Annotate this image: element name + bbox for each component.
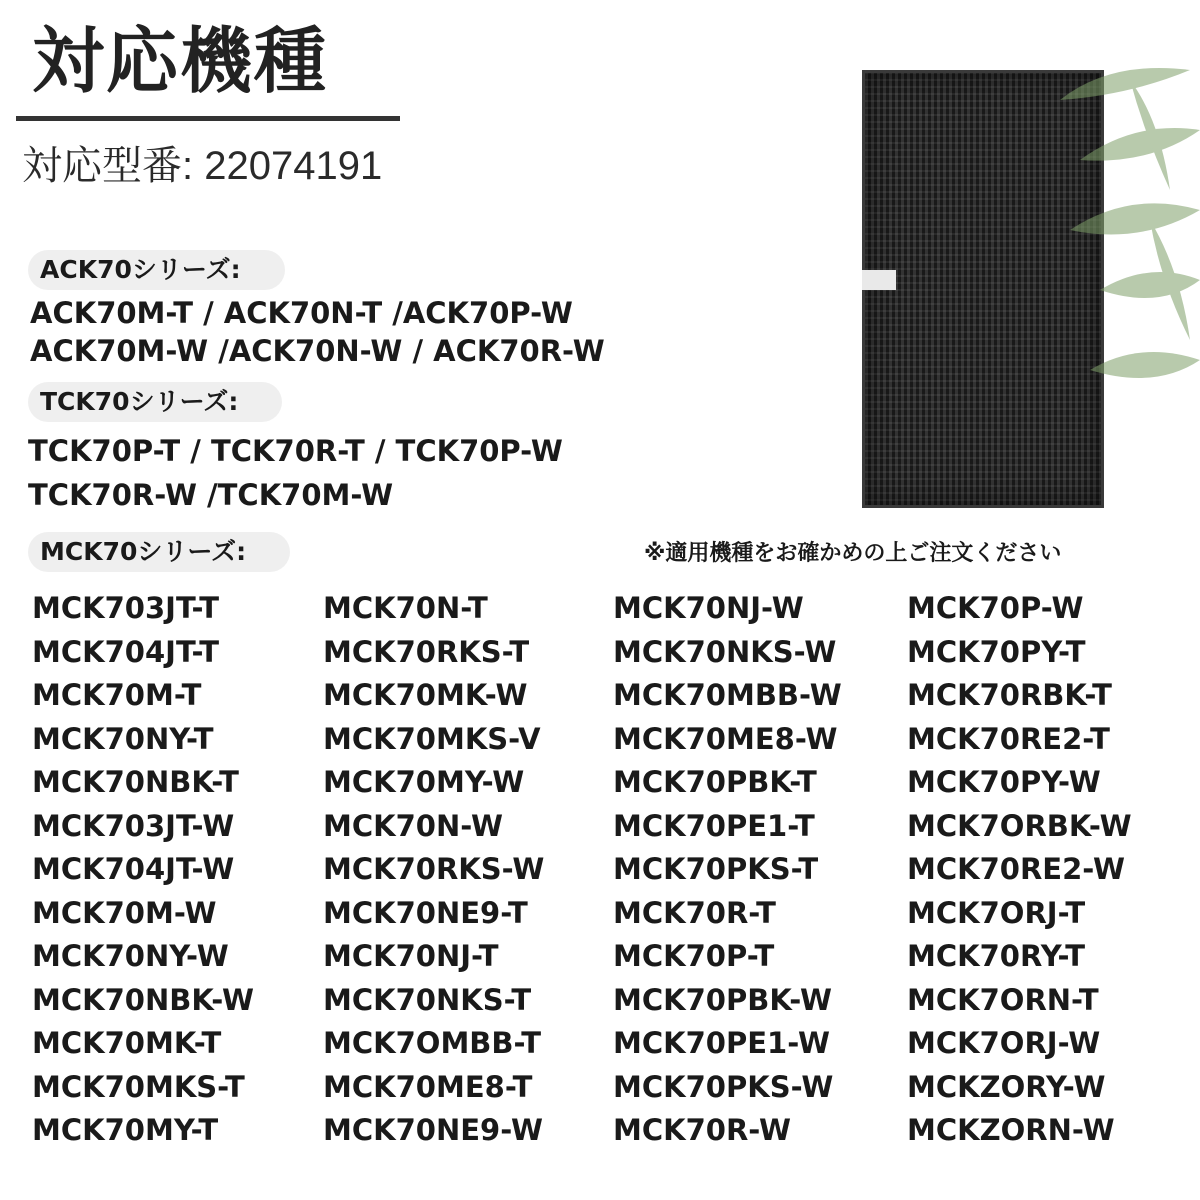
mck-model-item: MCK70NJ-T	[323, 939, 499, 973]
mck-model-item: MCK70M-T	[32, 678, 202, 712]
mck-model-item: MCK70R-W	[613, 1113, 792, 1147]
mck-model-item: MCK70NBK-W	[32, 982, 255, 1017]
mck-model-grid	[32, 588, 1192, 1154]
mck-model-item: MCK70MBB-W	[613, 678, 842, 712]
mck-model-item: MCK70ME8-W	[613, 721, 838, 756]
mck-model-item: MCK70NY-T	[32, 721, 214, 756]
mck-model-item: MCK70M-W	[32, 895, 217, 930]
mck-model-item: MCK70PE1-T	[613, 808, 815, 843]
mck-model-item: MCK70PY-W	[907, 765, 1101, 799]
mck-model-item: MCK70R-T	[613, 895, 776, 930]
model-number: 対応型番: 22074191	[22, 144, 383, 188]
mck-model-item: MCK7OMBB-T	[323, 1026, 542, 1060]
page-title: 対応機種	[32, 19, 329, 103]
mck-model-item: MCK70NY-W	[32, 939, 229, 973]
mck-model-item: MCK70PKS-W	[613, 1069, 834, 1104]
mck-model-item: MCK70ME8-T	[323, 1069, 533, 1104]
tck-models-line-1: TCK70P-T / TCK70R-T / TCK70P-W	[28, 434, 563, 468]
mck-model-item: MCK70NE9-T	[323, 895, 528, 930]
mck-model-item: MCK70RE2-T	[907, 721, 1110, 756]
mck-model-item: MCK70MK-W	[323, 678, 528, 712]
mck-model-item: MCK70MKS-V	[323, 721, 541, 756]
mck-model-item: MCK70RKS-T	[323, 634, 530, 669]
mck-model-item: MCK70NKS-T	[323, 982, 532, 1017]
compatibility-note: ※適用機種をお確かめの上ご注文ください	[644, 541, 1062, 566]
mck-model-item: MCK70PE1-W	[613, 1026, 830, 1060]
mck-model-item: MCK70P-T	[613, 939, 775, 973]
mck-model-item: MCK70P-W	[907, 591, 1084, 625]
mck-model-item: MCK70RBK-T	[907, 678, 1112, 712]
mck-model-item: MCKZORY-W	[907, 1069, 1106, 1104]
mck-model-item: MCKZORN-W	[907, 1113, 1115, 1147]
mck-model-item: MCK70NBK-T	[32, 765, 239, 799]
mck-model-item: MCK70MY-W	[323, 765, 525, 799]
mck-model-item: MCK703JT-W	[32, 808, 235, 843]
ack-models-line-2: ACK70M-W /ACK70N-W / ACK70R-W	[30, 334, 605, 368]
filter-tab	[862, 270, 896, 290]
mck-model-item: MCK704JT-W	[32, 852, 235, 886]
mck-model-item: MCK70RE2-W	[907, 852, 1126, 886]
mck-model-item: MCK70MKS-T	[32, 1069, 245, 1104]
tck-models-line-2: TCK70R-W /TCK70M-W	[28, 478, 394, 512]
ack-models-line-1: ACK70M-T / ACK70N-T /ACK70P-W	[30, 296, 573, 330]
mck-model-item: MCK70PBK-T	[613, 765, 817, 799]
mck-series-label: MCK70シリーズ:	[28, 532, 290, 572]
mck-model-item: MCK70RKS-W	[323, 852, 545, 886]
mck-model-item: MCK70N-T	[323, 591, 488, 625]
mck-model-item: MCK70MK-T	[32, 1026, 222, 1060]
mck-model-item: MCK70NKS-W	[613, 634, 837, 669]
mck-model-item: MCK70PY-T	[907, 634, 1086, 669]
mck-model-item: MCK70NE9-W	[323, 1113, 543, 1147]
mck-model-item: MCK70N-W	[323, 808, 503, 843]
mck-model-item: MCK70PKS-T	[613, 852, 819, 886]
mck-model-item: MCK7ORBK-W	[907, 808, 1132, 843]
mck-model-item: MCK703JT-T	[32, 591, 220, 625]
mck-model-item: MCK704JT-T	[32, 634, 220, 669]
bamboo-leaves-icon	[1040, 40, 1200, 460]
ack-series-label: ACK70シリーズ:	[28, 250, 285, 290]
mck-model-item: MCK7ORJ-T	[907, 895, 1086, 930]
mck-model-item: MCK7ORJ-W	[907, 1026, 1101, 1060]
tck-series-label: TCK70シリーズ:	[28, 382, 282, 422]
mck-model-item: MCK70RY-T	[907, 939, 1086, 973]
title-underline	[16, 116, 400, 121]
mck-model-item: MCK70NJ-W	[613, 591, 804, 625]
mck-model-item: MCK70MY-T	[32, 1113, 219, 1147]
mck-model-item: MCK70PBK-W	[613, 982, 833, 1017]
mck-model-item: MCK7ORN-T	[907, 982, 1099, 1017]
